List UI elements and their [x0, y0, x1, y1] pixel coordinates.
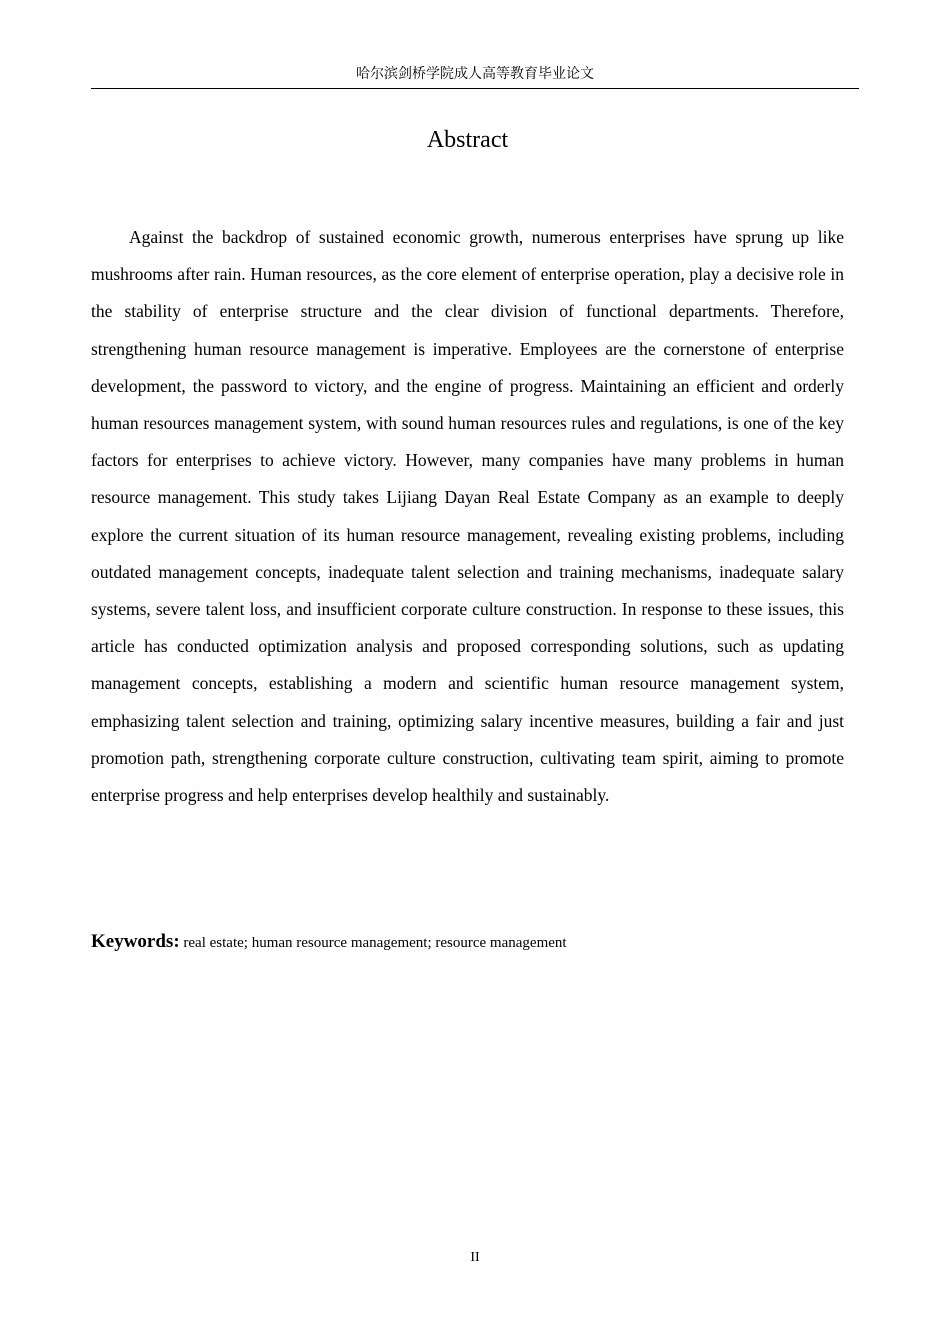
keywords-label: Keywords:	[91, 931, 180, 952]
abstract-body: Against the backdrop of sustained economic growth, numerous enterprises have sprung up like mushrooms after rain. Human resources, as the core element of enterprise operation, play a decisive role in the stability of enterprise structure and the clear division of functional departments. Therefore, strengthening human resource management is imperative. Employees are the cornerstone of enterprise development, the password to victory, and the engine of progress. Maintaining an efficient and orderly human resources management system, with sound human resources rules and regulations, is one of the key factors for enterprises to achieve victory. However, many companies have many problems in human resource management. This study takes Lijiang Dayan Real Estate Company as an example to deeply explore the current situation of its human resource management, revealing existing problems, including outdated management concepts, inadequate talent selection and training mechanisms, inadequate salary systems, severe talent loss, and insufficient corporate culture construction. In response to these issues, this article has conducted optimization analysis and proposed corresponding solutions, such as updating management concepts, establishing a modern and scientific human resource management system, emphasizing talent selection and training, optimizing salary incentive measures, building a fair and just promotion path, strengthening corporate culture construction, cultivating team spirit, aiming to promote enterprise progress and help enterprises develop healthily and sustainably.	[91, 227, 844, 806]
keywords-text: real estate; human resource management; resource management	[183, 935, 567, 951]
page-number: II	[470, 1250, 480, 1265]
running-header: 哈尔滨剑桥学院成人高等教育毕业论文	[356, 67, 594, 82]
abstract-title: Abstract	[426, 127, 509, 153]
header-rule	[91, 88, 859, 89]
keywords-line	[91, 929, 844, 956]
